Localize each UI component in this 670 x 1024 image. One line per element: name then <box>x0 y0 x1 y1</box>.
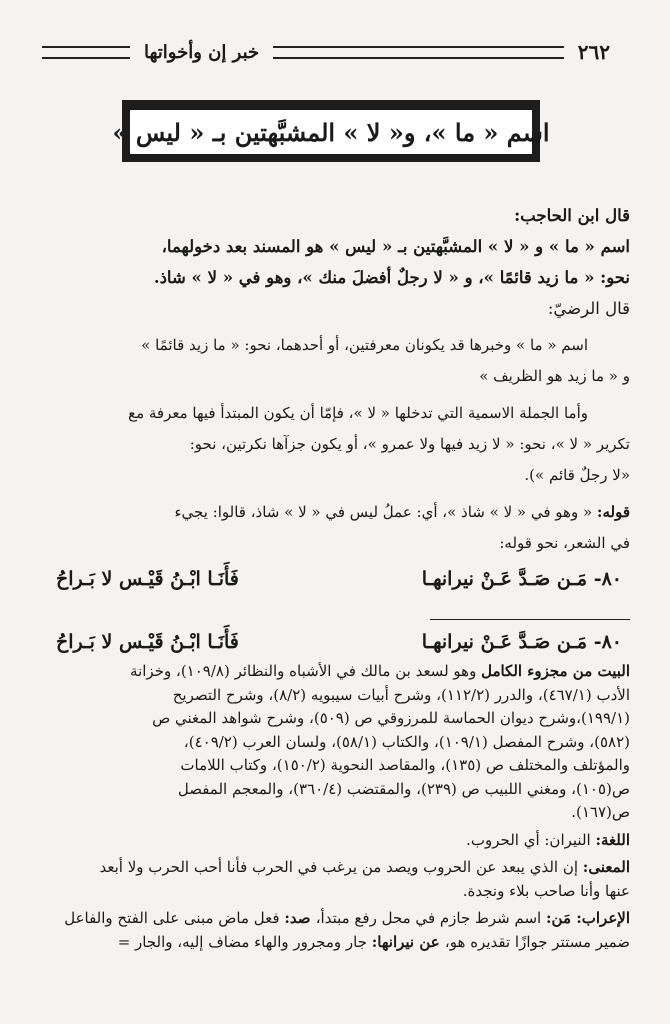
footnote-irab-line: ضمير مستتر جوازًا تقديره هو، عن نيرانها: جار ومجرور والهاء مضاف إليه، والجار = <box>117 932 630 951</box>
header-rule-left <box>42 46 130 59</box>
footnote-source-line: ص(١٠٥)، ومغني اللبيب ص (٢٣٩)، والمقتضب (٣٦٠/٤)، والمعجم المفصل <box>177 779 630 798</box>
footnote-verse-first: ٨٠- مَـن صَـدَّ عَـنْ نيرانهـا <box>421 631 622 653</box>
section-title-box <box>112 100 550 162</box>
main-text <box>38 200 630 599</box>
footnote-separator <box>430 619 630 620</box>
footnote-source-line: ص(١٦٧). <box>571 803 630 821</box>
ibn-hajib-text-line: اسم « ما » و « لا » المشبَّهتين بـ « ليس » هو المسند بعد دخولهما، <box>161 237 630 256</box>
verse-second-hemistich: فَأَنَـا ابْـنُ قَيْـس لا بَـراحُ <box>56 568 239 590</box>
ibn-hajib-text-line: نحو: « ما زيد قائمًا »، و « لا رجلٌ أفضلَ منك »، وهو في « لا » شاذ. <box>153 268 630 287</box>
footnote-source-line: (٥٨٢)، وشرح المفصل (١٠٩/١)، والكتاب (٥٨/١)، ولسان العرب (٤٠٩/٢)، <box>183 732 630 751</box>
footnote-irab: الإعراب: مَن: اسم شرط جازم في محل رفع مبتدأ، صد: فعل ماض مبنى على الفتح والفاعل <box>64 909 630 927</box>
footnote-maana-line: عنها وأنا صاحب بلاء ونجدة. <box>462 881 630 900</box>
radi-paragraph-line: و « ما زيد هو الظريف » <box>479 367 630 385</box>
page-number: ٢٦٢ <box>577 40 610 64</box>
verse-line <box>38 559 630 599</box>
footnotes <box>38 624 630 954</box>
radi-paragraph-line: تكرير « لا »، نحو: « لا زيد فيها ولا عمرو »، أو يكون جزآها نكرتين، نحو: <box>189 435 630 453</box>
qawluh-text: « وهو في « لا » شاذ »، أي: عملُ ليس في « لا » شاذ، قالوا: يجيء <box>174 503 593 521</box>
radi-paragraph-line: وأما الجملة الاسمية التي تدخلها « لا »، فإمّا أن يكون المبتدأ فيها معرفة مع <box>128 404 588 422</box>
footnote-maana: المعنى: إن الذي يبعد عن الحروب ويصد من يرغب في الحرب فأنا أحب الحرب ولا أبعد <box>99 858 630 876</box>
footnote-verse-second: فَأَنَـا ابْـنُ قَيْـس لا بَـراحُ <box>56 631 239 653</box>
footnote-lugha: اللغة: النيران: أي الحروب. <box>466 830 630 849</box>
qawluh-label: قوله: <box>596 503 630 521</box>
footnote-source-line: الأدب (٤٦٧/١)، والدرر (١١٢/٢)، وشرح أبيات سيبويه (٨/٢)، وشرح التصريح <box>172 685 630 704</box>
header-rule-right <box>273 46 564 59</box>
section-title: اسم « ما »، و« لا » المشبَّهتين بـ « ليس » <box>130 110 532 154</box>
footnote-source-line: والمؤتلف والمختلف ص (١٣٥)، والمقاصد النحوية (١٥٠/٢)، وكتاب اللامات <box>180 756 630 774</box>
radi-paragraph-line: اسم « ما » وخبرها قد يكونان معرفتين، أو أحدهما، نحو: « ما زيد قائمًا » <box>141 336 588 354</box>
qawluh-line <box>38 497 630 528</box>
footnote-verse-line <box>38 624 630 660</box>
radi-paragraph-line: «لا رجلٌ قائم »). <box>524 466 630 484</box>
footnote-source-line: البيت من مجزوء الكامل وهو لسعد بن مالك في الأشباه والنظائر (١٠٩/٨)، وخزانة <box>130 662 630 680</box>
verse-first-hemistich: ٨٠- مَـن صَـدَّ عَـنْ نيرانهـا <box>421 568 622 590</box>
ibn-hajib-label: قال ابن الحاجب: <box>514 206 630 225</box>
running-title: خبر إن وأخواتها <box>144 41 260 63</box>
qawluh-line: في الشعر، نحو قوله: <box>499 534 630 552</box>
running-header <box>42 38 610 66</box>
radi-label: قال الرضيّ: <box>547 299 630 318</box>
footnote-source-line: (١٩٩/١)،وشرح ديوان الحماسة للمرزوقي ص (٥٠٩)، وشرح شواهد المغني ص <box>152 709 630 727</box>
